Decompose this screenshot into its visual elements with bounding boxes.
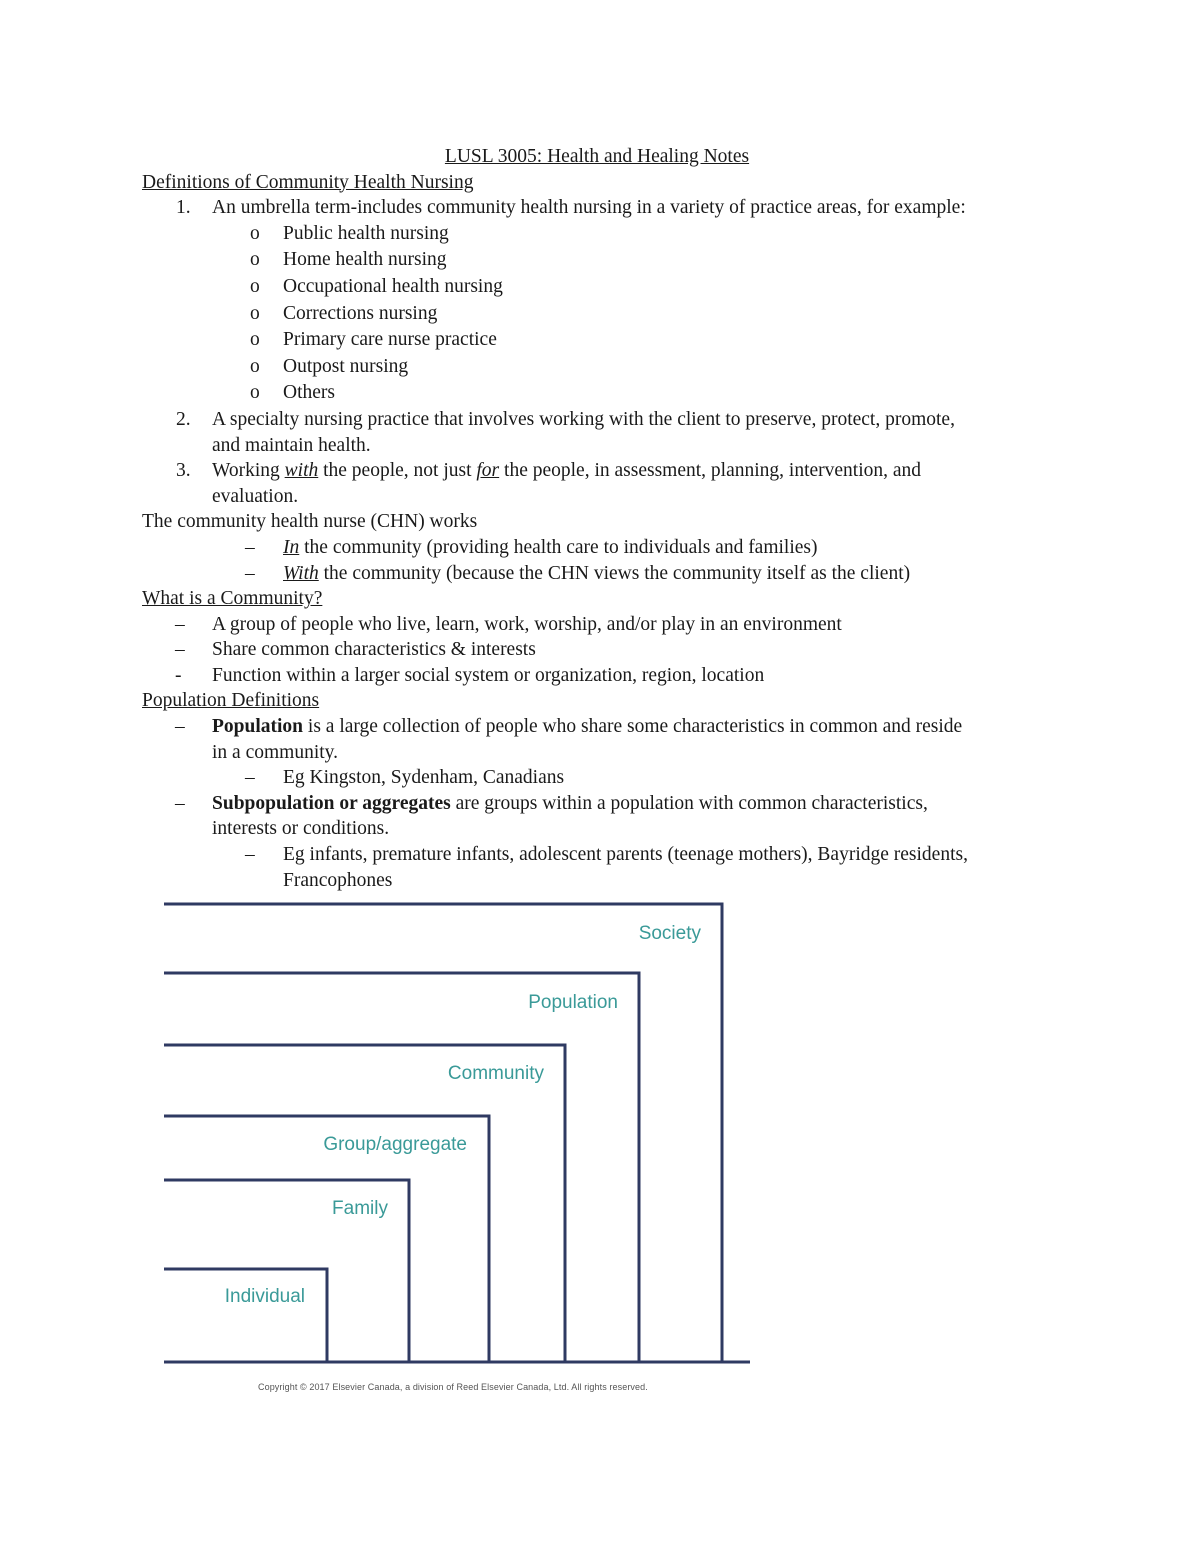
- item-number: 3.: [176, 460, 191, 482]
- dash-marker: –: [245, 562, 255, 584]
- dash-marker: –: [245, 767, 255, 789]
- subitem-text: Outpost nursing: [283, 355, 409, 377]
- copyright-notice: Copyright © 2017 Elsevier Canada, a division of Reed Elsevier Canada, Ltd. All rights reserved.: [258, 1382, 648, 1392]
- item-text: [212, 458, 1062, 484]
- subitem-text: Corrections nursing: [283, 302, 438, 324]
- subitem-text: Primary care nurse practice: [283, 329, 497, 351]
- dash-marker: –: [175, 716, 185, 738]
- list-item: [142, 380, 1062, 407]
- list-item: [142, 714, 1062, 765]
- emphasis-in: In: [283, 536, 300, 558]
- list-item: [142, 274, 1062, 301]
- section-heading-population: Population Definitions: [142, 690, 320, 712]
- term-subpopulation: Subpopulation or aggregates: [212, 792, 451, 814]
- bullet-o: o: [250, 302, 260, 324]
- text-part: the people, in assessment, planning, intervention, and: [499, 460, 922, 482]
- section-heading-community: What is a Community?: [142, 588, 323, 610]
- bullet-o: o: [250, 249, 260, 271]
- text-part: Working: [212, 460, 285, 482]
- list-item: [142, 765, 1062, 791]
- list-item: [142, 842, 1062, 893]
- item-number: 2.: [176, 408, 191, 430]
- numbered-item-1: [142, 195, 1062, 221]
- item-text-cont: evaluation.: [212, 485, 299, 507]
- subitem-text: Others: [283, 382, 335, 404]
- list-item: [142, 663, 1062, 689]
- dash-marker: –: [175, 639, 185, 661]
- label-group-aggregate: Group/aggregate: [323, 1134, 467, 1155]
- text-part: the people, not just: [318, 460, 477, 482]
- list-item: [142, 221, 1062, 248]
- section-heading-definitions: Definitions of Community Health Nursing: [142, 171, 474, 193]
- text-part: are groups within a population with common characteristics,: [450, 792, 928, 814]
- bullet-o: o: [250, 275, 260, 297]
- item-text: A group of people who live, learn, work, worship, and/or play in an environment: [212, 613, 842, 635]
- list-item: [142, 535, 1062, 561]
- bullet-o: o: [250, 222, 260, 244]
- label-community: Community: [447, 1063, 544, 1084]
- label-family: Family: [332, 1198, 388, 1219]
- list-item: [142, 791, 1062, 842]
- item-text-cont: and maintain health.: [212, 434, 371, 456]
- item-text: An umbrella term-includes community health nursing in a variety of practice areas, for example:: [212, 197, 966, 219]
- subitem-text: Home health nursing: [283, 249, 447, 271]
- item-text: Share common characteristics & interests: [212, 639, 536, 661]
- numbered-item-3: [142, 458, 1062, 509]
- dash-marker: –: [245, 536, 255, 558]
- dash-marker: –: [245, 844, 255, 866]
- chn-intro: The community health nurse (CHN) works: [142, 511, 478, 533]
- label-individual: Individual: [224, 1286, 305, 1307]
- notes-body: [142, 144, 1062, 893]
- dash-marker: -: [175, 664, 182, 686]
- dash-marker: –: [175, 613, 185, 635]
- label-population: Population: [528, 992, 618, 1013]
- item-text-cont: in a community.: [212, 741, 339, 763]
- bullet-o: o: [250, 355, 260, 377]
- bullet-o: o: [250, 382, 260, 404]
- list-item: [142, 637, 1062, 663]
- list-item: [142, 301, 1062, 328]
- item-text: the community (providing health care to individuals and families): [299, 536, 818, 558]
- example-text-cont: Francophones: [283, 869, 393, 891]
- item-text: [212, 714, 1062, 740]
- emphasis-for: for: [476, 460, 500, 482]
- individual-bracket: [164, 1269, 327, 1363]
- subitem-text: Occupational health nursing: [283, 275, 503, 297]
- item-text-cont: interests or conditions.: [212, 818, 390, 840]
- bullet-o: o: [250, 329, 260, 351]
- item-number: 1.: [176, 197, 191, 219]
- item-text: Function within a larger social system or organization, region, location: [212, 664, 765, 686]
- subitem-text: Public health nursing: [283, 222, 449, 244]
- emphasis-with: with: [284, 460, 319, 482]
- term-population: Population: [212, 716, 304, 738]
- text-part: is a large collection of people who share some characteristics in common and reside: [303, 716, 963, 738]
- example-text: Eg infants, premature infants, adolescent parents (teenage mothers), Bayridge residents,: [283, 844, 968, 866]
- list-item: [142, 247, 1062, 274]
- item-text: A specialty nursing practice that involves working with the client to preserve, protect, promote,: [212, 408, 955, 430]
- item-text: [212, 791, 1062, 817]
- list-item: [142, 612, 1062, 638]
- list-item: [142, 561, 1062, 587]
- dash-marker: –: [175, 792, 185, 814]
- page-title: LUSL 3005: Health and Healing Notes: [444, 146, 750, 167]
- emphasis-with: With: [283, 562, 319, 584]
- example-text: Eg Kingston, Sydenham, Canadians: [283, 767, 565, 789]
- item-text: the community (because the CHN views the community itself as the client): [318, 562, 911, 584]
- list-item: [142, 354, 1062, 381]
- label-society: Society: [638, 923, 701, 944]
- nested-levels-diagram: [160, 896, 760, 1406]
- list-item: [142, 327, 1062, 354]
- numbered-item-2: [142, 407, 1062, 458]
